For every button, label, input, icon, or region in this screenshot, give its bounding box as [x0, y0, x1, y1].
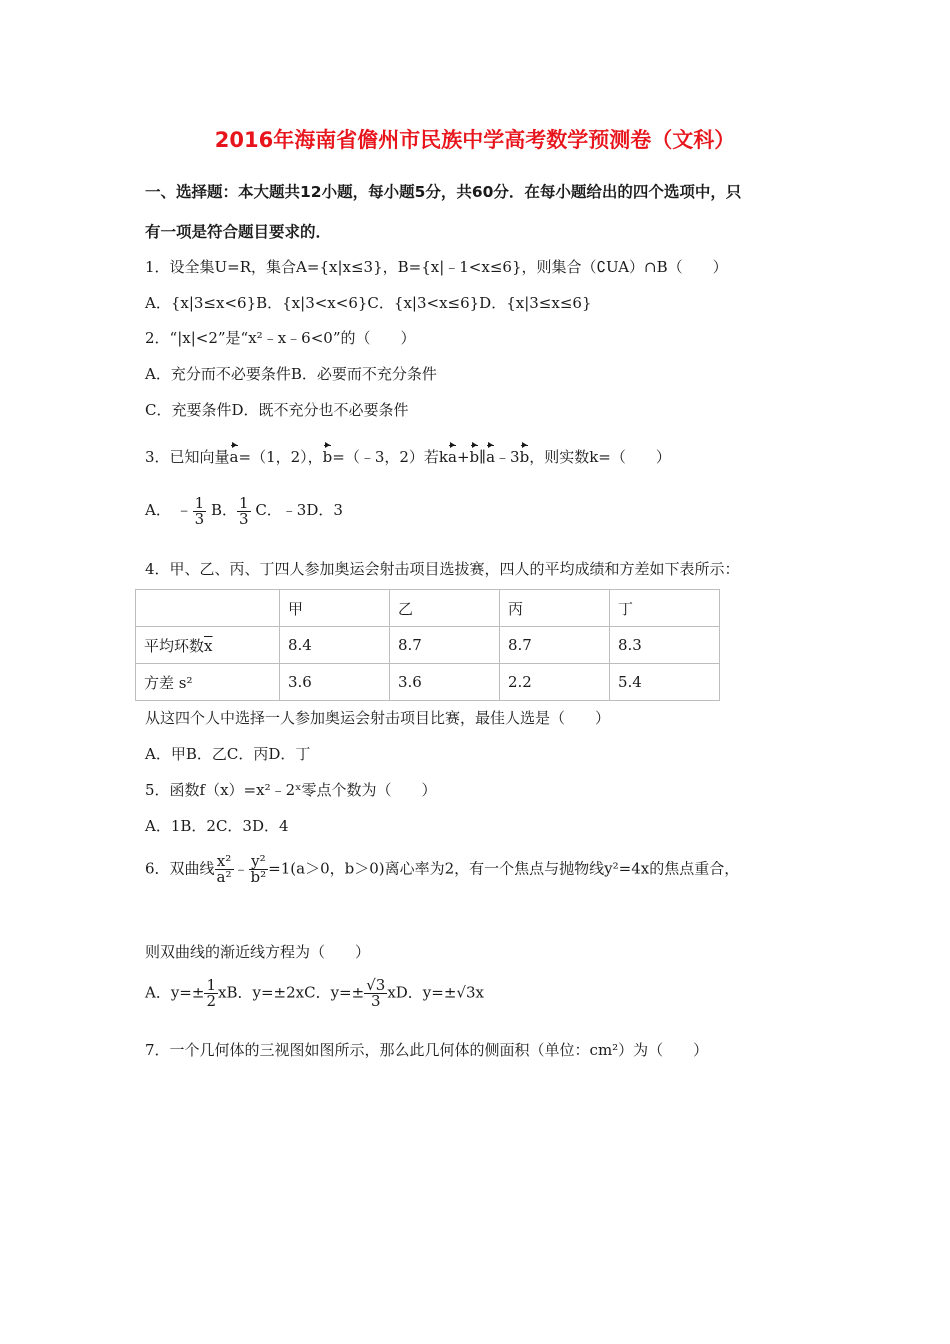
vector-a: a [486, 448, 496, 466]
q6-text-2: 离心率为2，有一个焦点与抛物线y²=4x的焦点重合， [384, 859, 740, 878]
section-intro-line2: 有一项是符合题目要求的． [145, 223, 332, 241]
variable-x: x [387, 983, 396, 1002]
table-row [136, 664, 720, 701]
table-cell [136, 590, 280, 627]
table-cell: 2.2 [500, 664, 610, 701]
table-header-cell: 丙 [500, 590, 610, 627]
q3-text-1: 3．已知向量 [145, 448, 230, 466]
minus-sign: ﹣ [175, 500, 193, 520]
q6-option-d-expr: ±√3x [443, 983, 484, 1002]
q4-after: 从这四个人中选择一人参加奥运会射击项目比赛，最佳人选是（ ） [145, 709, 611, 727]
q3-text-5: ∥ [479, 448, 487, 466]
table-row [136, 627, 720, 664]
minus-sign: ﹣ [233, 859, 249, 878]
q4-stem: 4．甲、乙、丙、丁四人参加奥运会射击项目选拔赛，四人的平均成绩和方差如下表所示： [145, 560, 740, 578]
q3-text-6: ﹣3 [495, 448, 520, 466]
q7-stem: 7．一个几何体的三视图如图所示，那么此几何体的侧面积（单位：cm²）为（ ） [145, 1041, 709, 1059]
q6-stem [145, 854, 739, 885]
q6-line2: 则双曲线的渐近线方程为（ ） [145, 943, 371, 961]
table-header-cell: 丁 [610, 590, 720, 627]
q2-options-ab: A．充分而不必要条件B．必要而不充分条件 [145, 365, 437, 383]
q6-option-a-label: A．y=± [145, 983, 205, 1002]
table-header-row [136, 590, 720, 627]
table-cell: 8.3 [610, 627, 720, 664]
table-row-label: 平均环数$\overline{x}$ [136, 627, 280, 664]
q3-stem [145, 446, 671, 467]
q4-options: A．甲B．乙C．丙D．丁 [145, 745, 311, 763]
q6-option-bc: B．y=±2xC．y=± [226, 983, 365, 1002]
vector-b: b [322, 448, 333, 466]
vector-a: a [448, 448, 457, 466]
vector-b: b [469, 448, 480, 466]
mean-symbol: $\overline{x}$ [204, 636, 213, 655]
variable-x: x [218, 983, 227, 1002]
table-cell: 8.4 [280, 627, 390, 664]
table-header-cell: 甲 [280, 590, 390, 627]
q3-text-2: =（1，2）， [238, 448, 323, 466]
table-cell: 3.6 [280, 664, 390, 701]
table-row-label: 方差 s² [136, 664, 280, 701]
q3-text-4: + [456, 448, 470, 466]
hyperbola-condition: =1(a＞0，b＞0) [268, 859, 385, 878]
fraction-one-third: $\frac{1}{3}$ [238, 493, 249, 528]
q2-options-cd: C．充要条件D．既不充分也不必要条件 [145, 401, 409, 419]
q3-option-cd: C．﹣3D．3 [255, 501, 343, 519]
vector-b: b [519, 448, 530, 466]
section-intro-line1: 一、选择题：本大题共12小题，每小题5分，共60分．在每小题给出的四个选项中，只 [145, 183, 742, 201]
q1-options: A．{x|3≤x<6}B．{x|3<x<6}C．{x|3<x≤6}D．{x|3≤x≤6} [145, 294, 592, 312]
q1-stem: 1．设全集U=R，集合A={x|x≤3}，B={x|﹣1<x≤6}，则集合（∁UA）∩B（ ） [145, 258, 728, 276]
table-cell: 5.4 [610, 664, 720, 701]
table-cell: 3.6 [390, 664, 500, 701]
q3-text-7: ，则实数k=（ ） [529, 448, 671, 466]
table-cell: 8.7 [390, 627, 500, 664]
q6-text-1: 6．双曲线 [145, 859, 215, 878]
q3-option-b-label: B． [210, 501, 237, 519]
table-cell: 8.7 [500, 627, 610, 664]
score-table [135, 589, 720, 701]
page-title: 2016年海南省儋州市民族中学高考数学预测卷（文科） [214, 128, 736, 152]
fraction-one-third: $\frac{1}{3}$ [194, 493, 205, 528]
q6-option-d-label: D．y= [395, 983, 444, 1002]
q3-options [145, 495, 343, 527]
vector-a: a [229, 448, 239, 466]
q5-stem: 5．函数f（x）=x²﹣2ˣ零点个数为（ ） [145, 781, 437, 799]
q6-options [145, 978, 484, 1009]
q3-option-a-label: A． [145, 501, 171, 519]
fraction-y2-b2: $\frac{\text{y²}}{\text{b²}}$ [250, 852, 267, 886]
fraction-one-half: $\frac{1}{2}$ [206, 976, 216, 1010]
q5-options: A．1B．2C．3D．4 [145, 817, 289, 835]
fraction-sqrt3-3: $\frac{√3}{3}$ [366, 976, 386, 1010]
fraction-x2-a2: $\frac{\text{x²}}{\text{a²}}$ [216, 852, 232, 886]
q2-stem: 2．“|x|<2”是“x²﹣x﹣6<0”的（ ） [145, 329, 416, 347]
q3-text-3: =（﹣3，2）若k [332, 448, 449, 466]
table-header-cell: 乙 [390, 590, 500, 627]
